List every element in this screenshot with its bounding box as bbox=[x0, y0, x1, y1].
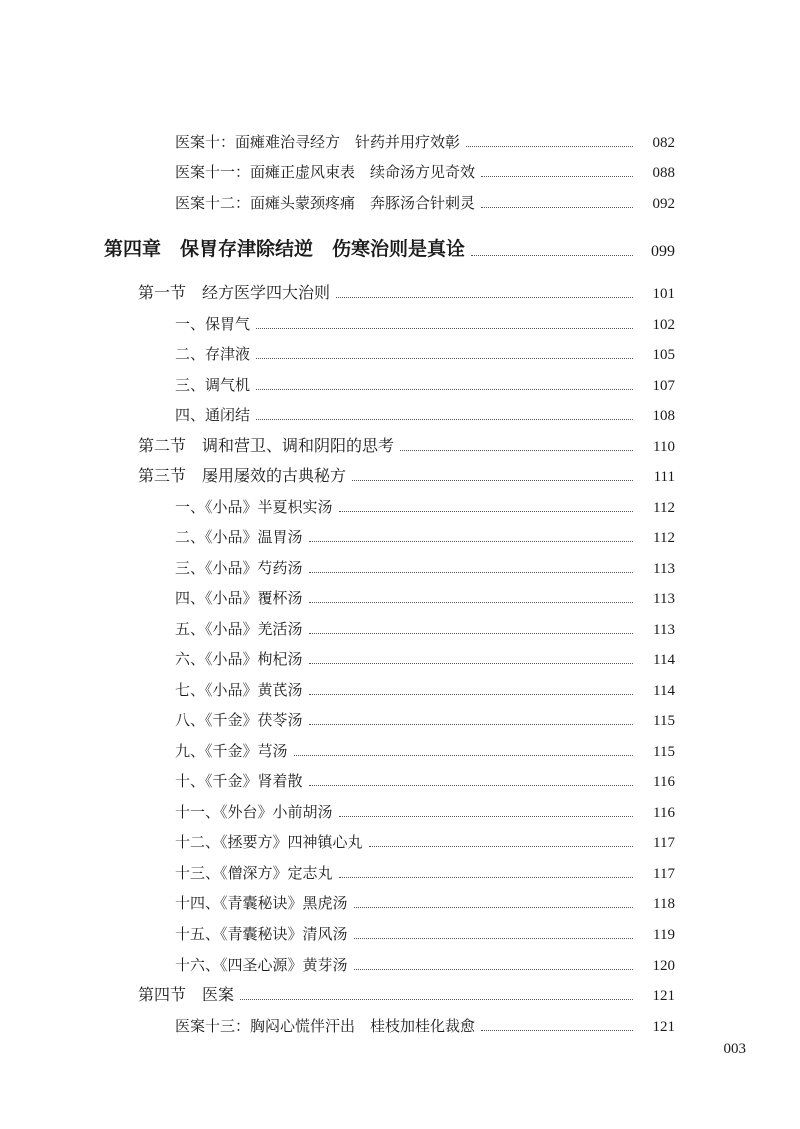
toc-section-entry[interactable] bbox=[138, 981, 675, 1005]
leader-dots bbox=[309, 572, 633, 573]
leader-dots bbox=[256, 419, 633, 420]
toc-entry-title: 十五、《青囊秘诀》清风汤 bbox=[175, 925, 348, 943]
leader-dots bbox=[309, 541, 633, 542]
toc-entry-page: 112 bbox=[653, 500, 675, 516]
toc-entry[interactable] bbox=[175, 310, 675, 334]
toc-entry-page: 114 bbox=[653, 683, 675, 699]
toc-entry[interactable] bbox=[175, 798, 675, 822]
toc-entry[interactable] bbox=[175, 615, 675, 639]
leader-dots bbox=[354, 938, 633, 939]
toc-section-entry[interactable] bbox=[138, 462, 675, 486]
leader-dots bbox=[481, 176, 633, 177]
toc-chapter-entry[interactable] bbox=[104, 233, 675, 261]
leader-dots bbox=[481, 1030, 633, 1031]
page-number: 003 bbox=[723, 1041, 746, 1057]
toc-entry-page: 118 bbox=[653, 896, 675, 912]
toc-section-title: 第二节 调和营卫、调和阴阳的思考 bbox=[138, 436, 395, 455]
leader-dots bbox=[339, 511, 633, 512]
toc-entry-page: 115 bbox=[653, 744, 675, 760]
toc-entry-page: 121 bbox=[652, 988, 675, 1004]
toc-entry[interactable] bbox=[175, 371, 675, 395]
toc-entry-page: 115 bbox=[653, 713, 675, 729]
toc-entry-title: 一、保胃气 bbox=[175, 315, 251, 333]
toc-entry[interactable] bbox=[175, 554, 675, 578]
toc-chapter-title: 第四章 保胃存津除结逆 伤寒治则是真诠 bbox=[104, 238, 466, 260]
toc-entry-title: 医案十：面瘫难治寻经方 针药并用疗效彰 bbox=[175, 133, 461, 151]
toc-entry-title: 五、《小品》羌活汤 bbox=[175, 620, 303, 638]
leader-dots bbox=[352, 480, 633, 481]
toc-entry[interactable] bbox=[175, 920, 675, 944]
toc-entry-title: 三、调气机 bbox=[175, 376, 251, 394]
toc-entry[interactable] bbox=[175, 401, 675, 425]
toc-entry[interactable] bbox=[175, 645, 675, 669]
leader-dots bbox=[481, 207, 633, 208]
leader-dots bbox=[466, 146, 633, 147]
leader-dots bbox=[309, 694, 633, 695]
leader-dots bbox=[309, 724, 633, 725]
toc-entry-page: 107 bbox=[652, 378, 675, 394]
toc-entry-title: 九、《千金》芎汤 bbox=[175, 742, 288, 760]
leader-dots bbox=[339, 816, 633, 817]
leader-dots bbox=[309, 602, 633, 603]
toc-entry[interactable] bbox=[175, 1012, 675, 1036]
toc-entry-title: 七、《小品》黄芪汤 bbox=[175, 681, 303, 699]
toc-entry-title: 医案十三：胸闷心慌伴汗出 桂枝加桂化裁愈 bbox=[175, 1017, 476, 1035]
toc-entry-page: 117 bbox=[653, 866, 675, 882]
toc-entry-page: 112 bbox=[653, 530, 675, 546]
toc-section-title: 第一节 经方医学四大治则 bbox=[138, 283, 331, 302]
leader-dots bbox=[369, 846, 633, 847]
toc-entry-title: 三、《小品》芍药汤 bbox=[175, 559, 303, 577]
leader-dots bbox=[256, 358, 633, 359]
toc-entry-title: 十一、《外台》小前胡汤 bbox=[175, 803, 333, 821]
toc-entry-title: 四、《小品》覆杯汤 bbox=[175, 589, 303, 607]
toc-entry-page: 111 bbox=[653, 469, 675, 485]
toc-entry-page: 105 bbox=[652, 347, 675, 363]
toc-entry-page: 116 bbox=[653, 805, 675, 821]
toc-entry-page: 088 bbox=[652, 165, 675, 181]
toc-entry-page: 113 bbox=[653, 561, 675, 577]
toc-section-title: 第三节 屡用屡效的古典秘方 bbox=[138, 466, 347, 485]
toc-section-entry[interactable] bbox=[138, 279, 675, 303]
leader-dots bbox=[309, 633, 633, 634]
toc-entry-page: 102 bbox=[652, 317, 675, 333]
toc-entry-title: 十、《千金》肾着散 bbox=[175, 772, 303, 790]
toc-entry-title: 四、通闭结 bbox=[175, 406, 251, 424]
toc-entry-page: 099 bbox=[651, 243, 675, 260]
toc-entry-title: 二、《小品》温胃汤 bbox=[175, 528, 303, 546]
toc-entry-page: 116 bbox=[653, 774, 675, 790]
toc-entry-title: 医案十一：面瘫正虚风束表 续命汤方见奇效 bbox=[175, 163, 476, 181]
leader-dots bbox=[309, 663, 633, 664]
leader-dots bbox=[309, 785, 633, 786]
toc-entry-page: 114 bbox=[653, 652, 675, 668]
toc-entry[interactable] bbox=[175, 737, 675, 761]
leader-dots bbox=[240, 999, 633, 1000]
toc-entry-page: 092 bbox=[652, 196, 675, 212]
leader-dots bbox=[400, 450, 633, 451]
toc-entry[interactable] bbox=[175, 189, 675, 213]
toc-entry-title: 一、《小品》半夏枳实汤 bbox=[175, 498, 333, 516]
leader-dots bbox=[294, 755, 633, 756]
leader-dots bbox=[256, 328, 633, 329]
toc-entry[interactable] bbox=[175, 676, 675, 700]
toc-entry[interactable] bbox=[175, 158, 675, 182]
toc-entry-title: 十二、《拯要方》四神镇心丸 bbox=[175, 833, 363, 851]
toc-entry-title: 二、存津液 bbox=[175, 345, 251, 363]
leader-dots bbox=[471, 255, 633, 256]
toc-entry-title: 十四、《青囊秘诀》黑虎汤 bbox=[175, 894, 348, 912]
toc-section-entry[interactable] bbox=[138, 432, 675, 456]
toc-entry-page: 119 bbox=[653, 927, 675, 943]
toc-entry[interactable] bbox=[175, 706, 675, 730]
toc-entry-page: 110 bbox=[653, 439, 675, 455]
toc-entry[interactable] bbox=[175, 340, 675, 364]
toc-entry-page: 082 bbox=[652, 135, 675, 151]
toc-entry-title: 六、《小品》枸杞汤 bbox=[175, 650, 303, 668]
toc-entry[interactable] bbox=[175, 951, 675, 975]
toc-entry-page: 121 bbox=[652, 1019, 675, 1035]
toc-entry[interactable] bbox=[175, 128, 675, 152]
toc-entry-title: 十六、《四圣心源》黄芽汤 bbox=[175, 956, 348, 974]
toc-entry-page: 120 bbox=[652, 958, 675, 974]
toc-entry[interactable] bbox=[175, 493, 675, 517]
leader-dots bbox=[256, 389, 633, 390]
toc-entry[interactable] bbox=[175, 584, 675, 608]
leader-dots bbox=[354, 969, 633, 970]
toc-entry-title: 八、《千金》茯苓汤 bbox=[175, 711, 303, 729]
toc-entry[interactable] bbox=[175, 859, 675, 883]
toc-entry-page: 117 bbox=[653, 835, 675, 851]
toc-entry-title: 医案十二：面瘫头蒙颈疼痛 奔豚汤合针刺灵 bbox=[175, 194, 476, 212]
leader-dots bbox=[354, 907, 633, 908]
toc-entry[interactable] bbox=[175, 889, 675, 913]
toc-entry[interactable] bbox=[175, 523, 675, 547]
leader-dots bbox=[336, 297, 633, 298]
toc-section-title: 第四节 医案 bbox=[138, 985, 235, 1004]
toc-entry[interactable] bbox=[175, 828, 675, 852]
toc-entry-page: 101 bbox=[652, 286, 675, 302]
toc-entry-title: 十三、《僧深方》定志丸 bbox=[175, 864, 333, 882]
toc-entry-page: 113 bbox=[653, 622, 675, 638]
toc-entry-page: 113 bbox=[653, 591, 675, 607]
toc-entry[interactable] bbox=[175, 767, 675, 791]
leader-dots bbox=[339, 877, 633, 878]
toc-entry-page: 108 bbox=[652, 408, 675, 424]
